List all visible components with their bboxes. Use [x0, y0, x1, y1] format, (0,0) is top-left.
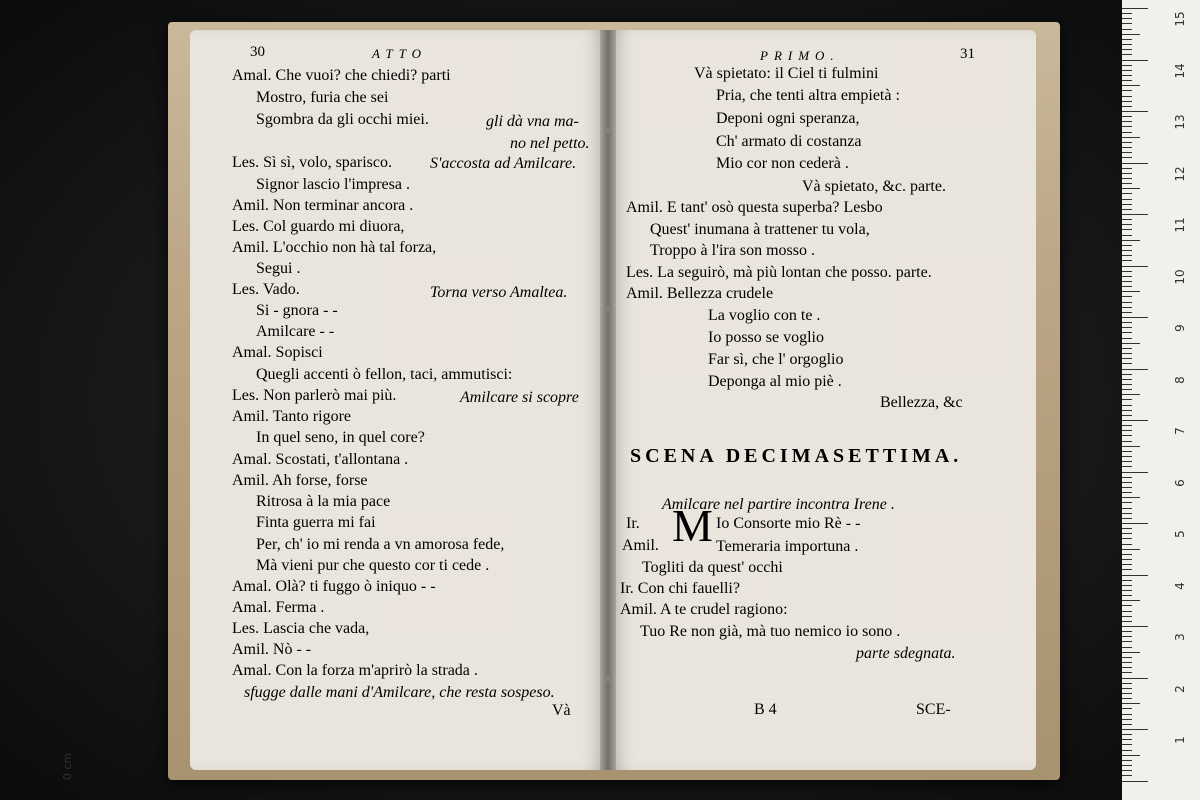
left-text-line: S'accosta ad Amilcare.	[430, 155, 577, 172]
ruler-tick	[1122, 193, 1132, 194]
right-text-line: Amil. A te crudel ragiono:	[620, 601, 788, 618]
left-text-line: Les. Vado.	[232, 281, 300, 298]
ruler-tick	[1122, 590, 1132, 591]
ruler-tick	[1122, 765, 1132, 766]
ruler-tick	[1122, 760, 1132, 761]
right-text-line: SCE-	[916, 701, 951, 718]
left-text-line: Torna verso Amaltea.	[430, 284, 568, 301]
right-text-line: Deponi ogni speranza,	[716, 110, 860, 127]
ruler-tick	[1122, 425, 1132, 426]
ruler-tick	[1122, 487, 1132, 488]
left-text-line: Mà vieni pur che questo cor ti cede .	[256, 557, 490, 574]
ruler-tick	[1122, 549, 1140, 550]
ruler-tick	[1122, 636, 1132, 637]
ruler-tick	[1122, 477, 1132, 478]
ruler-tick	[1122, 142, 1132, 143]
ruler-tick	[1122, 343, 1140, 344]
ruler-tick	[1122, 652, 1140, 653]
ruler-tick	[1122, 605, 1132, 606]
left-text-line: sfugge dalle mani d'Amilcare, che resta sospeso.	[244, 684, 555, 701]
ruler-tick	[1122, 739, 1132, 740]
ruler-tick	[1122, 626, 1148, 627]
right-text-line: Pria, che tenti altra empietà :	[716, 87, 900, 104]
left-text-line: Và	[552, 702, 571, 719]
ruler-tick	[1122, 332, 1132, 333]
ruler-tick	[1122, 523, 1148, 524]
ruler-tick	[1122, 667, 1132, 668]
left-text-line: Amal. Olà? ti fuggo ò iniquo - -	[232, 578, 436, 595]
right-page-number: 31	[960, 46, 975, 62]
ruler-tick	[1122, 13, 1132, 14]
left-text-line: Signor lascio l'impresa .	[256, 176, 410, 193]
left-text-line: Amil. L'occhio non hà tal forza,	[232, 239, 437, 256]
ruler-number: 4	[1173, 581, 1187, 590]
right-text-line: B 4	[754, 701, 777, 718]
ruler-tick	[1122, 744, 1132, 745]
ruler-tick	[1122, 559, 1132, 560]
ruler-tick	[1122, 101, 1132, 102]
left-text-line: Amil. Non terminar ancora .	[232, 197, 414, 214]
ruler-tick	[1122, 96, 1132, 97]
ruler-number: 9	[1173, 324, 1187, 332]
left-text-line: Amil. Tanto rigore	[232, 408, 352, 425]
ruler-number: 11	[1173, 217, 1187, 233]
ruler-tick	[1122, 693, 1132, 694]
right-text-line: Và spietato, &c. parte.	[802, 178, 946, 195]
ruler-tick	[1122, 116, 1132, 117]
ruler-tick	[1122, 513, 1132, 514]
ruler-tick	[1122, 65, 1132, 66]
ruler-tick	[1122, 224, 1132, 225]
left-text-line: Segui .	[256, 260, 301, 277]
left-text-line: Quegli accenti ò fellon, taci, ammutisci:	[256, 366, 513, 383]
ruler-tick	[1122, 312, 1132, 313]
ruler-number: 6	[1173, 478, 1187, 487]
scene-title: SCENA DECIMASETTIMA.	[630, 445, 963, 467]
ruler-tick	[1122, 600, 1140, 601]
ruler-tick	[1122, 317, 1148, 318]
ruler-tick	[1122, 245, 1132, 246]
right-text-line: Mio cor non cederà .	[716, 155, 849, 172]
left-text-line: gli dà vna ma-	[486, 113, 579, 130]
ruler-tick	[1122, 157, 1132, 158]
left-page-number: 30	[250, 44, 265, 60]
ruler-tick	[1122, 296, 1132, 297]
left-text-line: no nel petto.	[510, 135, 590, 152]
ruler-tick	[1122, 389, 1132, 390]
ruler-tick	[1122, 451, 1132, 452]
ruler-tick	[1122, 683, 1132, 684]
left-text-line: Amilcare - -	[256, 323, 335, 340]
ruler-tick	[1122, 152, 1132, 153]
stitch-mark	[606, 676, 610, 682]
stitch-mark	[606, 128, 610, 134]
ruler-tick	[1122, 255, 1132, 256]
right-text-line: Amil. E tant' osò questa superba? Lesbo	[626, 199, 883, 216]
right-text-line: Và spietato: il Ciel ti fulmini	[694, 65, 879, 82]
book-gutter	[600, 30, 616, 770]
ruler-tick	[1122, 29, 1132, 30]
ruler-tick	[1122, 544, 1132, 545]
ruler-tick	[1122, 111, 1148, 112]
ruler-tick	[1122, 188, 1140, 189]
left-text-line: Mostro, furia che sei	[256, 89, 389, 106]
ruler-tick	[1122, 327, 1132, 328]
ruler-tick	[1122, 369, 1148, 370]
ruler-tick	[1122, 502, 1132, 503]
left-text-line: Amal. Sopisci	[232, 344, 323, 361]
ruler-tick	[1122, 461, 1132, 462]
right-text-line: Togliti da quest' occhi	[642, 559, 783, 576]
right-text-line: Troppo à l'ira son mosso .	[650, 242, 815, 259]
ruler-tick	[1122, 714, 1132, 715]
ruler-tick	[1122, 672, 1132, 673]
ruler-tick	[1122, 420, 1148, 421]
ruler-tick	[1122, 410, 1132, 411]
left-text-line: Si - gnora - -	[256, 302, 338, 319]
ruler-number: 2	[1173, 684, 1187, 693]
ruler-tick	[1122, 719, 1132, 720]
ruler-tick	[1122, 126, 1132, 127]
ruler-tick	[1122, 178, 1132, 179]
right-text-line: Amil.	[622, 537, 659, 554]
ruler-tick	[1122, 564, 1132, 565]
right-text-line: Quest' inumana à trattener tu vola,	[650, 221, 870, 238]
left-text-line: Amal. Scostati, t'allontana .	[232, 451, 409, 468]
ruler-tick	[1122, 307, 1132, 308]
ruler-tick	[1122, 781, 1148, 782]
ruler-tick	[1122, 60, 1148, 61]
left-text-line: Per, ch' io mi renda a vn amorosa fede,	[256, 536, 505, 553]
ruler-tick	[1122, 168, 1132, 169]
ruler-tick	[1122, 621, 1132, 622]
left-text-line: Ritrosa à la mia pace	[256, 493, 391, 510]
ruler-tick	[1122, 585, 1132, 586]
ruler-tick	[1122, 163, 1148, 164]
ruler-tick	[1122, 518, 1132, 519]
ruler-number: 1	[1173, 736, 1187, 744]
right-text-line: Ch' armato di costanza	[716, 133, 862, 150]
measuring-ruler	[1122, 0, 1200, 800]
ruler-tick	[1122, 611, 1132, 612]
left-text-line: Amal. Ferma .	[232, 599, 325, 616]
ruler-tick	[1122, 85, 1140, 86]
ruler-tick	[1122, 374, 1132, 375]
left-text-line: Amilcare si scopre	[460, 389, 579, 406]
ruler-tick	[1122, 214, 1148, 215]
ruler-tick	[1122, 80, 1132, 81]
left-text-line: Les. Lascia che vada,	[232, 620, 370, 637]
ruler-tick	[1122, 322, 1132, 323]
ruler-tick	[1122, 662, 1132, 663]
right-text-line: La voglio con te .	[708, 307, 821, 324]
ruler-tick	[1122, 770, 1132, 771]
ruler-tick	[1122, 755, 1140, 756]
ruler-tick	[1122, 121, 1132, 122]
left-text-line: Les. Sì sì, volo, sparisco.	[232, 154, 392, 171]
ruler-tick	[1122, 528, 1132, 529]
ruler-tick	[1122, 482, 1132, 483]
left-text-line: Sgombra da gli occhi miei.	[256, 111, 429, 128]
ruler-tick	[1122, 199, 1132, 200]
left-text-line: Les. Non parlerò mai più.	[232, 387, 397, 404]
ruler-unit: 0 cm	[61, 752, 75, 781]
ruler-tick	[1122, 430, 1132, 431]
ruler-tick	[1122, 641, 1132, 642]
ruler-tick	[1122, 631, 1132, 632]
ruler-tick	[1122, 508, 1132, 509]
ruler-tick	[1122, 18, 1132, 19]
ruler-tick	[1122, 456, 1132, 457]
ruler-tick	[1122, 698, 1132, 699]
ruler-tick	[1122, 750, 1132, 751]
ruler-tick	[1122, 260, 1132, 261]
ruler-tick	[1122, 580, 1132, 581]
left-text-line: Les. Col guardo mi diuora,	[232, 218, 405, 235]
ruler-tick	[1122, 266, 1148, 267]
stitch-mark	[606, 306, 610, 312]
right-text-line: Deponga al mio piè .	[708, 373, 842, 390]
left-text-line: Amal. Con la forza m'aprirò la strada .	[232, 662, 478, 679]
ruler-number: 10	[1173, 268, 1187, 285]
left-text-line: Finta guerra mi fai	[256, 514, 376, 531]
ruler-tick	[1122, 183, 1132, 184]
ruler-tick	[1122, 708, 1132, 709]
ruler-tick	[1122, 533, 1132, 534]
ruler-tick	[1122, 678, 1148, 679]
right-text-line: parte sdegnata.	[856, 645, 956, 662]
ruler-tick	[1122, 384, 1132, 385]
ruler-tick	[1122, 49, 1132, 50]
ruler-tick	[1122, 363, 1132, 364]
ruler-tick	[1122, 492, 1132, 493]
ruler-tick	[1122, 75, 1132, 76]
ruler-tick	[1122, 137, 1140, 138]
ruler-number: 14	[1173, 62, 1187, 79]
ruler-tick	[1122, 291, 1140, 292]
ruler-number: 3	[1173, 633, 1187, 641]
right-text-line: Les. La seguirò, mà più lontan che posso. parte.	[626, 264, 932, 281]
ruler-tick	[1122, 729, 1148, 730]
ruler-tick	[1122, 204, 1132, 205]
ruler-tick	[1122, 435, 1132, 436]
ruler-tick	[1122, 394, 1140, 395]
right-text-line: Io posso se voglio	[708, 329, 824, 346]
ruler-tick	[1122, 54, 1132, 55]
left-text-line: Amil. Ah forse, forse	[232, 472, 368, 489]
ruler-tick	[1122, 173, 1132, 174]
ruler-tick	[1122, 399, 1132, 400]
ruler-tick	[1122, 405, 1132, 406]
ruler-tick	[1122, 281, 1132, 282]
ruler-tick	[1122, 379, 1132, 380]
ruler-number: 8	[1173, 375, 1187, 384]
right-text-line: Bellezza, &c	[880, 394, 963, 411]
ruler-number: 13	[1173, 114, 1187, 130]
ruler-tick	[1122, 106, 1132, 107]
ruler-tick	[1122, 276, 1132, 277]
ruler-tick	[1122, 657, 1132, 658]
right-text-line: Amilcare nel partire incontra Irene .	[662, 496, 895, 513]
right-text-line: Amil. Bellezza crudele	[626, 285, 774, 302]
ruler-tick	[1122, 240, 1140, 241]
ruler-tick	[1122, 688, 1132, 689]
left-text-line: Amil. Nò - -	[232, 641, 312, 658]
ruler-tick	[1122, 734, 1132, 735]
ruler-tick	[1122, 441, 1132, 442]
ruler-tick	[1122, 44, 1132, 45]
ruler-tick	[1122, 132, 1132, 133]
ruler-tick	[1122, 538, 1132, 539]
ruler-tick	[1122, 358, 1132, 359]
ruler-number: 15	[1173, 11, 1187, 27]
ruler-tick	[1122, 302, 1132, 303]
ruler-tick	[1122, 554, 1132, 555]
right-text-line: Ir. Con chi fauelli?	[620, 580, 740, 597]
right-text-line: Far sì, che l' orgoglio	[708, 351, 844, 368]
ruler-tick	[1122, 569, 1132, 570]
ruler-tick	[1122, 775, 1132, 776]
right-text-line: Temeraria importuna .	[716, 538, 859, 555]
right-text-line: Tuo Re non già, mà tuo nemico io sono .	[640, 623, 901, 640]
ruler-tick	[1122, 647, 1132, 648]
ruler-tick	[1122, 575, 1148, 576]
right-text-line: Ir.	[626, 515, 640, 532]
ruler-number: 7	[1173, 427, 1187, 435]
left-text-line: In quel seno, in quel core?	[256, 429, 425, 446]
ruler-tick	[1122, 209, 1132, 210]
ruler-tick	[1122, 70, 1132, 71]
ruler-tick	[1122, 415, 1132, 416]
right-text-line: Io Consorte mio Rè - -	[716, 515, 861, 532]
ruler-tick	[1122, 348, 1132, 349]
ruler-tick	[1122, 147, 1132, 148]
left-running-head: ATTO	[372, 46, 428, 61]
ruler-tick	[1122, 595, 1132, 596]
ruler-tick	[1122, 39, 1132, 40]
ruler-number: 5	[1173, 530, 1187, 538]
ruler-tick	[1122, 8, 1148, 9]
ruler-tick	[1122, 724, 1132, 725]
ruler-tick	[1122, 446, 1140, 447]
ruler-tick	[1122, 466, 1132, 467]
right-running-head: PRIMO.	[760, 48, 840, 63]
ruler-tick	[1122, 34, 1140, 35]
ruler-tick	[1122, 286, 1132, 287]
ruler-tick	[1122, 90, 1132, 91]
ruler-tick	[1122, 338, 1132, 339]
ruler-number: 12	[1173, 165, 1187, 182]
ruler-tick	[1122, 703, 1140, 704]
ruler-tick	[1122, 219, 1132, 220]
ruler-tick	[1122, 497, 1140, 498]
ruler-tick	[1122, 229, 1132, 230]
ruler-tick	[1122, 616, 1132, 617]
drop-cap: M	[672, 500, 713, 551]
ruler-tick	[1122, 23, 1132, 24]
ruler-tick	[1122, 353, 1132, 354]
left-text-line: Amal. Che vuoi? che chiedi? parti	[232, 67, 451, 84]
ruler-tick	[1122, 271, 1132, 272]
ruler-tick	[1122, 250, 1132, 251]
ruler-tick	[1122, 235, 1132, 236]
ruler-tick	[1122, 472, 1148, 473]
